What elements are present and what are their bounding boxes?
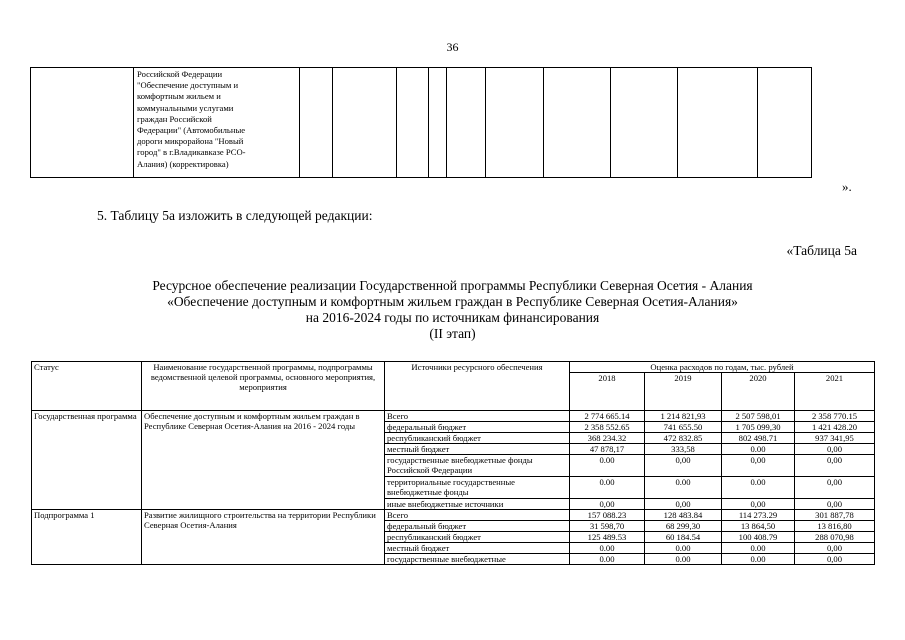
empty-cell (758, 68, 812, 178)
table-row (32, 510, 875, 521)
empty-cell (333, 68, 397, 178)
row-source: республиканский бюджет (385, 532, 570, 543)
value-cell: 741 655.50 (645, 422, 722, 433)
value-cell: 0,00 (795, 455, 875, 477)
title-line: «Обеспечение доступным и комфортным жильем граждан в Республике Северная Осетия-Алания» (167, 294, 738, 309)
empty-cell (486, 68, 544, 178)
value-cell: 0.00 (645, 477, 722, 499)
title-line: на 2016-2024 годы по источникам финансирования (305, 310, 600, 325)
header-sources: Источники ресурсного обеспечения (385, 362, 570, 411)
value-cell: 0,00 (722, 499, 795, 510)
value-cell: 1 214 821,93 (645, 411, 722, 422)
empty-cell (447, 68, 486, 178)
value-cell: 128 483.84 (645, 510, 722, 521)
value-cell: 0,00 (795, 444, 875, 455)
description-line: "Обеспечение доступным и (137, 80, 239, 91)
table-title (0, 278, 905, 342)
row-source: Всего (385, 510, 570, 521)
continuation-table (30, 67, 812, 178)
empty-cell (611, 68, 678, 178)
description-line: Федерации" (Автомобильные (137, 125, 246, 136)
empty-cell (429, 68, 447, 178)
value-cell: 0,00 (795, 543, 875, 554)
value-cell: 0.00 (722, 554, 795, 565)
value-cell: 0.00 (722, 444, 795, 455)
value-cell: 31 598,70 (570, 521, 645, 532)
empty-cell (678, 68, 758, 178)
description-line: Российской Федерации (137, 69, 223, 79)
value-cell: 937 341,95 (795, 433, 875, 444)
title-line: Ресурсное обеспечение реализации Государственной программы Республики Северная Осетия - Алания (152, 278, 753, 293)
value-cell: 0,00 (795, 477, 875, 499)
empty-cell (300, 68, 333, 178)
row-source: федеральный бюджет (385, 521, 570, 532)
title-line: (II этап) (429, 326, 476, 341)
row-status: Подпрограмма 1 (32, 510, 142, 565)
value-cell: 0.00 (645, 554, 722, 565)
paragraph-instruction: 5. Таблицу 5а изложить в следующей редакции: (97, 208, 373, 223)
header-name: Наименование государственной программы, подпрограммы ведомственной целевой программы, основного мероприятия, мероприятия (142, 362, 385, 411)
value-cell: 13 816,80 (795, 521, 875, 532)
description-line: коммунальными услугами (137, 102, 234, 113)
header-year: 2020 (722, 373, 795, 411)
value-cell: 125 489.53 (570, 532, 645, 543)
value-cell: 157 088.23 (570, 510, 645, 521)
row-source: Всего (385, 411, 570, 422)
value-cell: 47 878,17 (570, 444, 645, 455)
value-cell: 0,00 (795, 499, 875, 510)
value-cell: 2 507 598,01 (722, 411, 795, 422)
header-year: 2021 (795, 373, 875, 411)
value-cell: 0.00 (722, 477, 795, 499)
resource-table (31, 361, 875, 565)
value-cell: 100 408.79 (722, 532, 795, 543)
value-cell: 13 864,50 (722, 521, 795, 532)
value-cell: 1 421 428.20 (795, 422, 875, 433)
empty-cell (544, 68, 611, 178)
value-cell: 802 498.71 (722, 433, 795, 444)
row-name: Обеспечение доступным и комфортным жильем граждан в Республике Северная Осетия-Алания на 2016 - 2024 годы (142, 411, 385, 510)
row-status: Государственная программа (32, 411, 142, 510)
value-cell: 0,00 (722, 455, 795, 477)
row-source: республиканский бюджет (385, 433, 570, 444)
value-cell: 0.00 (645, 543, 722, 554)
header-year: 2018 (570, 373, 645, 411)
value-cell: 114 273.29 (722, 510, 795, 521)
value-cell: 0,00 (570, 499, 645, 510)
header-estimate: Оценка расходов по годам, тыс. рублей (570, 362, 875, 373)
value-cell: 2 358 552.65 (570, 422, 645, 433)
value-cell: 0.00 (570, 455, 645, 477)
description-line: Алания) (корректировка) (137, 158, 229, 169)
value-cell: 0,00 (645, 499, 722, 510)
value-cell: 288 070,98 (795, 532, 875, 543)
row-name: Развитие жилищного строительства на территории Республики Северная Осетия-Алания (142, 510, 385, 565)
row-source: местный бюджет (385, 444, 570, 455)
row-source: местный бюджет (385, 543, 570, 554)
value-cell: 368 234.32 (570, 433, 645, 444)
description-line: дороги микрорайона "Новый (137, 136, 244, 147)
value-cell: 2 358 770.15 (795, 411, 875, 422)
table-label: «Таблица 5а (786, 243, 857, 258)
value-cell: 0.00 (722, 543, 795, 554)
header-year: 2019 (645, 373, 722, 411)
value-cell: 1 705 099,30 (722, 422, 795, 433)
row-source: государственные внебюджетные (385, 554, 570, 565)
description-line: граждан Российской (137, 113, 212, 124)
description-line: комфортным жильем и (137, 91, 221, 102)
page-number: 36 (446, 40, 459, 54)
value-cell: 68 299,30 (645, 521, 722, 532)
value-cell: 2 774 665.14 (570, 411, 645, 422)
value-cell: 472 832.85 (645, 433, 722, 444)
row-source: федеральный бюджет (385, 422, 570, 433)
row-source: территориальные государственные внебюджетные фонды (385, 477, 570, 499)
value-cell: 301 887,78 (795, 510, 875, 521)
value-cell: 0.00 (570, 477, 645, 499)
header-status: Статус (32, 362, 142, 411)
empty-cell (31, 68, 134, 178)
row-source: иные внебюджетные источники (385, 499, 570, 510)
value-cell: 60 184.54 (645, 532, 722, 543)
description-line: город" в г.Владикавказе РСО- (137, 147, 246, 158)
empty-cell (397, 68, 429, 178)
value-cell: 0,00 (795, 554, 875, 565)
table-row (32, 411, 875, 422)
description-cell (134, 68, 300, 178)
value-cell: 333,58 (645, 444, 722, 455)
value-cell: 0.00 (570, 543, 645, 554)
closing-quote: ». (842, 179, 852, 194)
value-cell: 0.00 (570, 554, 645, 565)
value-cell: 0,00 (645, 455, 722, 477)
row-source: государственные внебюджетные фонды Российской Федерации (385, 455, 570, 477)
